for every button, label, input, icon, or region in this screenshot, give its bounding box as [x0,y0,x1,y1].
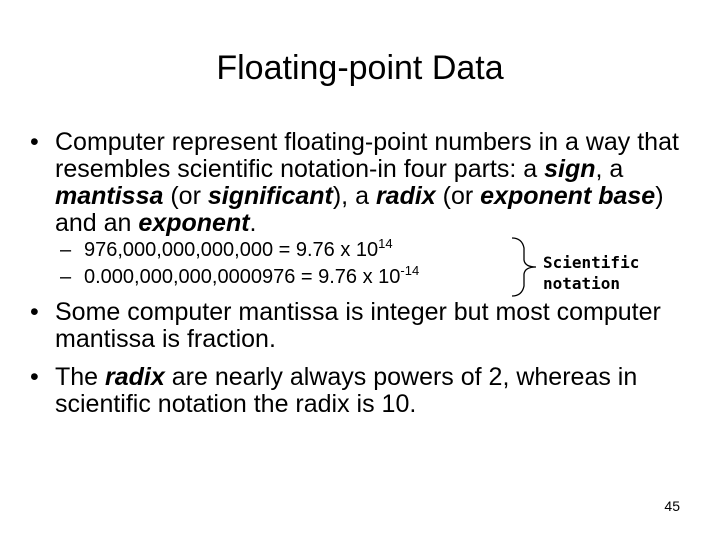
label-line: Scientific [543,253,640,272]
term-radix: radix [105,363,165,391]
text-run: (or [163,182,208,210]
equation-exponent: -14 [400,263,420,278]
equation-base: 0.000,000,000,0000976 = 9.76 x 10 [84,266,401,288]
text-run: are nearly always powers of 2, whereas in scientific notation the radix is 10. [55,363,638,418]
bullet-marker: • [30,363,39,391]
text-run: ), a [332,182,376,210]
term-exponent-base: exponent base [480,182,656,210]
scientific-notation-label [543,252,653,294]
equation-base: 976,000,000,000,000 = 9.76 x 10 [84,239,379,261]
label-line: notation [543,274,621,293]
bullet-mantissa [30,299,700,353]
term-exponent: exponent [138,209,250,237]
sub-bullet-dash: – [60,239,72,261]
example-large-number [60,236,520,261]
equation-exponent: 14 [378,236,393,251]
text-run: . [249,209,257,237]
term-sign: sign [544,155,596,183]
text-run: , a [595,155,624,183]
text-run: (or [435,182,481,210]
example-small-number [60,263,520,288]
term-significant: significant [207,182,333,210]
text-run: ) and an [55,182,664,237]
bullet-text: Some computer mantissa is integer but most computer mantissa is fraction. [55,298,661,353]
term-mantissa: mantissa [55,182,164,210]
bullet-parts-of-float [30,129,700,237]
term-radix: radix [375,182,436,210]
bullet-marker: • [30,128,39,156]
bullet-radix [30,364,700,418]
slide-title: Floating-point Data [216,49,504,87]
sub-bullet-text [84,236,520,261]
bullet-text [55,129,700,237]
bullet-marker: • [30,298,39,326]
sub-bullet-text [84,263,520,288]
page-number: 45 [664,498,680,514]
sub-bullet-dash: – [60,266,72,288]
text-run: The [55,363,106,391]
right-brace-icon [510,236,540,298]
text-run: Computer represent floating-point numbers in a way that resembles scientific notation-in four parts: a [55,128,679,183]
bullet-text [55,364,700,418]
